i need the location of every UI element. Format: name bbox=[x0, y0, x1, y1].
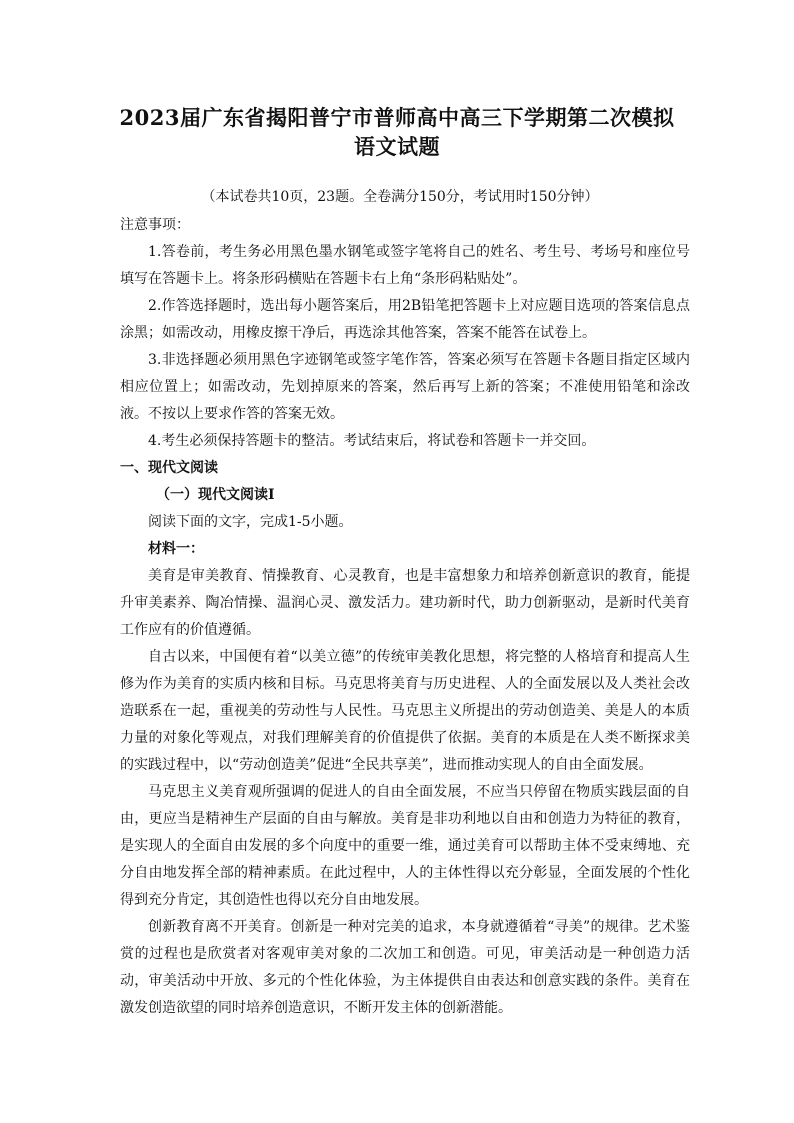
notice-item: 4.考生必须保持答题卡的整洁。考试结束后，将试卷和答题卡一并交回。 bbox=[148, 433, 596, 449]
passage-paragraph: 自古以来，中国便有着“以美立德”的传统审美教化思想，将完整的人格培育和提高人生修为作为美育的实质内核和目标。马克思将美育与历史进程、人的全面发展以及人类社会改造联系在一起，重视美的劳动性与人民性。马克思主义所提出的劳动创造美、美是人的本质力量的对象化等观点，对我们理解美育的价值提供了依据。美育的本质是在人类不断探求美的实践过程中，以“劳动创造美”促进“全民共享美”，进而推动实现人的自由全面发展。 bbox=[120, 649, 690, 773]
exam-title-line1: 2023届广东省揭阳普宁市普师高中高三下学期第二次模拟 bbox=[119, 105, 675, 130]
notice-item: 2.作答选择题时，选出每小题答案后，用2B铅笔把答题卡上对应题目选项的答案信息点涂黑；如需改动，用橡皮擦干净后，再选涂其他答案，答案不能答在试卷上。 bbox=[120, 298, 690, 341]
exam-info: （本试卷共10页，23题。全卷满分150分，考试用时150分钟） bbox=[201, 189, 599, 205]
notice-item: 3.非选择题必须用黑色字迹钢笔或签字笔作答，答案必须写在答题卡各题目指定区域内相应位置上；如需改动，先划掉原来的答案，然后再写上新的答案；不准使用铅笔和涂改液。不按以上要求作答的答案无效。 bbox=[120, 352, 690, 422]
exam-body bbox=[120, 212, 690, 1022]
reading-instruction: 阅读下面的文字，完成1-5小题。 bbox=[148, 514, 353, 530]
notice-item: 1.答卷前，考生务必用黑色墨水钢笔或签字笔将自己的姓名、考生号、考场号和座位号填写在答题卡上。将条形码横贴在答题卡右上角“条形码粘贴处”。 bbox=[120, 244, 690, 287]
notice-heading: 注意事项： bbox=[120, 217, 190, 233]
exam-title-line2: 语文试题 bbox=[354, 134, 440, 159]
passage-paragraph: 创新教育离不开美育。创新是一种对完美的追求，本身就遵循着“寻美”的规律。艺术鉴赏的过程也是欣赏者对客观审美对象的二次加工和创造。可见，审美活动是一种创造力活动，审美活动中开放、多元的个性化体验，为主体提供自由表达和创意实践的条件。美育在激发创造欲望的同时培养创造意识，不断开发主体的创新潜能。 bbox=[120, 919, 690, 1016]
section-heading: 一、现代文阅读 bbox=[120, 460, 218, 476]
passage-paragraph: 美育是审美教育、情操教育、心灵教育，也是丰富想象力和培养创新意识的教育，能提升审美素养、陶冶情操、温润心灵、激发活力。建功新时代，助力创新驱动，是新时代美育工作应有的价值遵循。 bbox=[120, 568, 690, 638]
subsection-heading: （一）现代文阅读Ⅰ bbox=[156, 487, 275, 503]
material-label: 材料一： bbox=[148, 541, 204, 557]
passage-paragraph: 马克思主义美育观所强调的促进人的自由全面发展，不应当只停留在物质实践层面的自由，更应当是精神生产层面的自由与解放。美育是非功利地以自由和创造力为特征的教育，是实现人的全面自由发展的多个向度中的重要一维，通过美育可以帮助主体不受束缚地、充分自由地发挥全部的精神素质。在此过程中，人的主体性得以充分彰显，全面发展的个性化得到充分肯定，其创造性也得以充分自由地发展。 bbox=[120, 784, 690, 908]
